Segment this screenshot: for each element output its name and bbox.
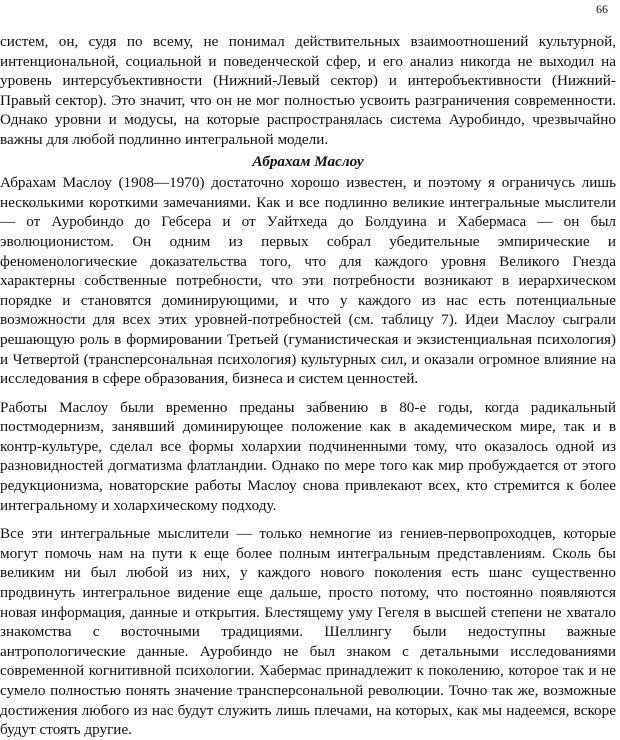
paragraph-aurobindo-conclusion: систем, он, судя по всему, не понимал действительных взаимоотношений культурной, интенциональной, социальной и поведенческой сфер, и его анализ никогда не выходил на уровень интерсубъективности (Нижний-Левый сектор) и интеробъективности (Нижний-Правый сектор). Это значит, что он не мог полностью усвоить разграничения современности. Однако уровни и модусы, на которые распространялась система Ауробиндо, чрезвычайно важны для любой подлинно интегральной модели.	[0, 33, 616, 148]
paragraph-maslow-intro: Абрахам Маслоу (1908—1970) достаточно хорошо известен, и поэтому я ограничусь лишь несколькими короткими замечаниями. Как и все подлинно великие интегральные мыслители — от Ауробиндо до Гебсера и от Уайтхеда до Болдуина и Хабермаса — он был эволюционистом. Он одним из первых собрал убедительные эмпирические и феноменологические доказательства того, что для каждого уровня Великого Гнезда характерны собственные потребности, что эти потребности возникают в иерархическом порядке и становятся доминирующими, и что у каждого из нас есть потенциальные возможности для всех этих уровней-потребностей (см. таблицу 7). Идеи Маслоу сыграли решающую роль в формировании Третьей (гуманистическая и экзистенциальная психология) и Четвертой (трансперсональная психология) культурных сил, и оказали огромное влияние на исследования в сфере образования, бизнеса и систем ценностей.	[0, 174, 616, 388]
paragraph-maslow-forgotten: Работы Маслоу были временно преданы забвению в 80-е годы, когда радикальный постмодернизм, занявший доминирующее положение как в академическом мире, так и в контр-культуре, сделал все формы холархии подчиненными тому, что оказалось одной из разновидностей догматизма флатландии. Однако по мере того как мир пробуждается от этого редукционизма, новаторские работы Маслоу снова привлекают всех, кто стремится к более интегральному и холархическому подходу.	[0, 398, 616, 514]
document-body	[0, 32, 616, 740]
page-number: 66	[596, 2, 608, 16]
paragraph-integral-thinkers: Все эти интегральные мыслители — только немногие из гениев-первопроходцев, которые могут помочь нам на пути к еще более полным интегральным представлениям. Сколь бы великим ни был любой из них, у каждого нового поколения есть шанс существенно продвинуть интегральное видение еще дальше, просто потому, что постоянно появляются новая информация, данные и открытия. Блестящему уму Гегеля в высшей степени не хватало знакомства с восточными традициями. Шеллингу были недоступны важные антропологические данные. Ауробиндо не был знаком с детальными исследованиями современной когнитивной психологии. Хабермас принадлежит к поколению, которое так и не сумело полностью понять значение трансперсональной революции. Точно так же, возможные достижения любого из нас будут служить лишь плечами, на которых, как мы надеемся, вскоре будут стоять другие.	[0, 525, 616, 739]
section-heading-maslow: Абрахам Маслоу	[252, 152, 364, 170]
